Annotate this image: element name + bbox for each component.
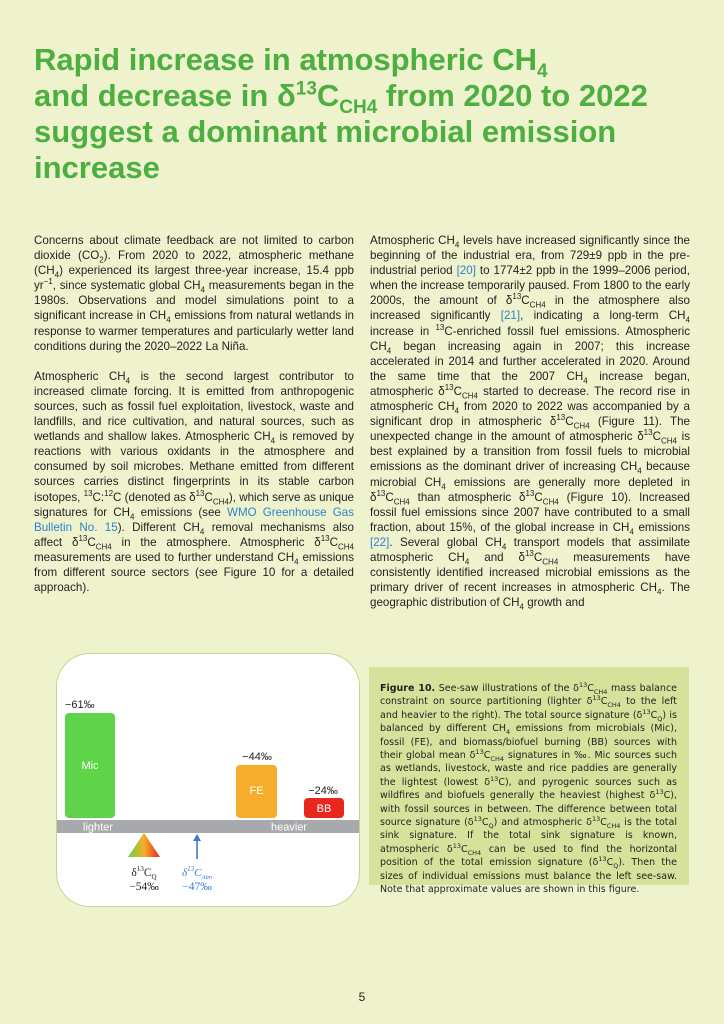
ref-20-link[interactable]: [20] bbox=[456, 264, 476, 278]
title-line-1: Rapid increase in atmospheric $CH_4$ bbox=[34, 42, 548, 83]
bb-label: BB bbox=[316, 803, 332, 815]
paragraph-3: Atmospheric $CH_4$ levels have increased significantly since the beginning of the industrial era, from 729±9 ppb in the pre-industrial period [20] to 1774±2 ppb in the 1999–2006 period, when the increase temporarily paused. From 1800 to the early 2000s, the amount of $\delta^{13}C_{CH4}$ in the atmosphere also increased significantly [21], indicating a long-term $CH_4$ increase in $^{13}$C-enriched fossil fuel emissions. Atmospheric $CH_4$ began increasing again in 2007; this increase accelerated in 2014 and further accelerated in 2020. Around the same time that the 2007 $CH_4$ increase began, atmospheric $\delta^{13}C_{CH4}$ started to decrease. The record rise in atmospheric $CH_4$ from 2020 to 2022 was accompanied by a significant drop in atmospheric $\delta^{13}C_{CH4}$ (Figure 11). The unexpected change in the amount of atmospheric $\delta^{13}C_{CH4}$ is best explained by a transition from fossil fuels to microbial emissions as the dominant driver of increasing $CH_4$ because microbial $CH_4$ emissions are generally more depleted in $\delta^{13}C_{CH4}$ than atmospheric $\delta^{13}C_{CH4}$ (Figure 10). Increased fossil fuel emissions since 2007 have contributed to a small fraction, about 15%, of the global increase in $CH_4$ emissions [22]. Several global $CH_4$ transport models that assimilate atmospheric $CH_4$ and $\delta^{13}C_{CH4}$ measurements have consistently identified increased microbial emissions as the primary driver of recent increases in atmospheric $CH_4$. The geographic distribution of $CH_4$ growth and bbox=[370, 234, 690, 612]
fe-label: FE bbox=[249, 785, 264, 797]
source-signature-label: $\delta^{13}C_Q$ bbox=[131, 865, 157, 881]
paragraph-1: Concerns about climate feedback are not limited to carbon dioxide $(CO_2)$. From 2020 to 2022, atmospheric methane $(CH_4)$ experienced its largest three-year increase, 15.4 ppb $yr^{-1}$, since systematic global $CH_4$ measurements began in the 1980s. Observations and model simulations point to a significant increase in $CH_4$ emissions from natural wetlands in response to warmer temperatures and particularly wetter land conditions during the 2020–2022 La Niña. bbox=[34, 234, 354, 353]
left-column bbox=[34, 233, 354, 610]
title-line-4: increase bbox=[34, 150, 160, 185]
seesaw-diagram bbox=[57, 654, 359, 906]
figure-caption: Figure 10. See-saw illustrations of the $\delta^{13}C_{CH4}$ mass balance constraint on source partitioning (lighter $\delta^{13}C_{CH4}$ to the left and heavier to the right). The total source signature $(\delta^{13}C_Q)$ is balanced by different $CH_4$ emissions from microbials (Mic), fossil (FE), and biomass/biofuel burning (BB) sources with their global mean $\delta^{13}C_{CH4}$ signatures in ‰. Mic sources such as wetlands, livestock, waste and rice paddies are generally the lightest (lowest $\delta^{13}C$), and pyrogenic sources such as wildfires and biofuels generally the heaviest (highest $\delta^{13}C$), with fossil sources in between. The difference between total source signature $(\delta^{13}C_Q)$ and atmospheric $\delta^{13}C_{CH4}$ is the total sink signature. If the total sink signature is known, atmospheric $\delta^{13}C_{CH4}$ can be used to find the horizontal position of the total emission signature $(\delta^{13}C_Q)$. Then the sizes of individual emissions must balance the left see-saw. Note that approximate values are shown in this figure. bbox=[369, 667, 689, 885]
fe-value: −44‰ bbox=[242, 751, 272, 763]
bb-value: −24‰ bbox=[308, 785, 338, 797]
atm-signature-label: $\delta^{13}C_{Atm}$ bbox=[182, 865, 212, 881]
page-title bbox=[34, 42, 674, 186]
mic-label: Mic bbox=[81, 760, 99, 772]
paragraph-2: Atmospheric $CH_4$ is the second largest contributor to increased climate forcing. It is emitted from anthropogenic sources, such as fossil fuel exploitation, livestock, waste and landfills, and rice cultivation, and natural sources, such as wetlands and shallow lakes. Atmospheric $CH_4$ is removed by reactions with various oxidants in the atmosphere and consumed by soil microbes. Methane emitted from different sources carries distinct fingerprints in its stable carbon isotopes, $^{13}$C:$^{12}$C (denoted as $\delta^{13}C_{CH4}$), which serve as unique signatures for $CH_4$ emissions (see WMO Greenhouse Gas Bulletin No. 15). Different $CH_4$ removal mechanisms also affect $\delta^{13}C_{CH4}$ in the atmosphere. Atmospheric $\delta^{13}C_{CH4}$ measurements are used to further understand $CH_4$ emissions from different source sectors (see Figure 10 for a detailed approach). bbox=[34, 369, 355, 595]
source-signature-value: −54‰ bbox=[129, 881, 159, 893]
right-column bbox=[370, 233, 690, 625]
title-line-3: suggest a dominant microbial emission bbox=[34, 114, 617, 149]
ref-21-link[interactable]: [21] bbox=[500, 309, 521, 323]
seesaw-figure bbox=[56, 653, 360, 907]
heavier-label: heavier bbox=[271, 821, 308, 834]
atm-arrowhead bbox=[193, 834, 201, 841]
fulcrum-triangle bbox=[128, 833, 160, 857]
mic-value: −61‰ bbox=[65, 699, 95, 711]
wmo-bulletin-link[interactable]: WMO Greenhouse Gas Bulletin No. 15 bbox=[34, 505, 354, 534]
page-number: 5 bbox=[358, 990, 366, 1004]
atm-signature-value: −47‰ bbox=[182, 881, 212, 893]
ref-22-link[interactable]: [22] bbox=[370, 535, 390, 549]
title-line-2: and decrease in $\delta^{13}C_{CH4}$ from 2020 to 2022 bbox=[34, 78, 648, 119]
lighter-label: lighter bbox=[83, 821, 113, 834]
